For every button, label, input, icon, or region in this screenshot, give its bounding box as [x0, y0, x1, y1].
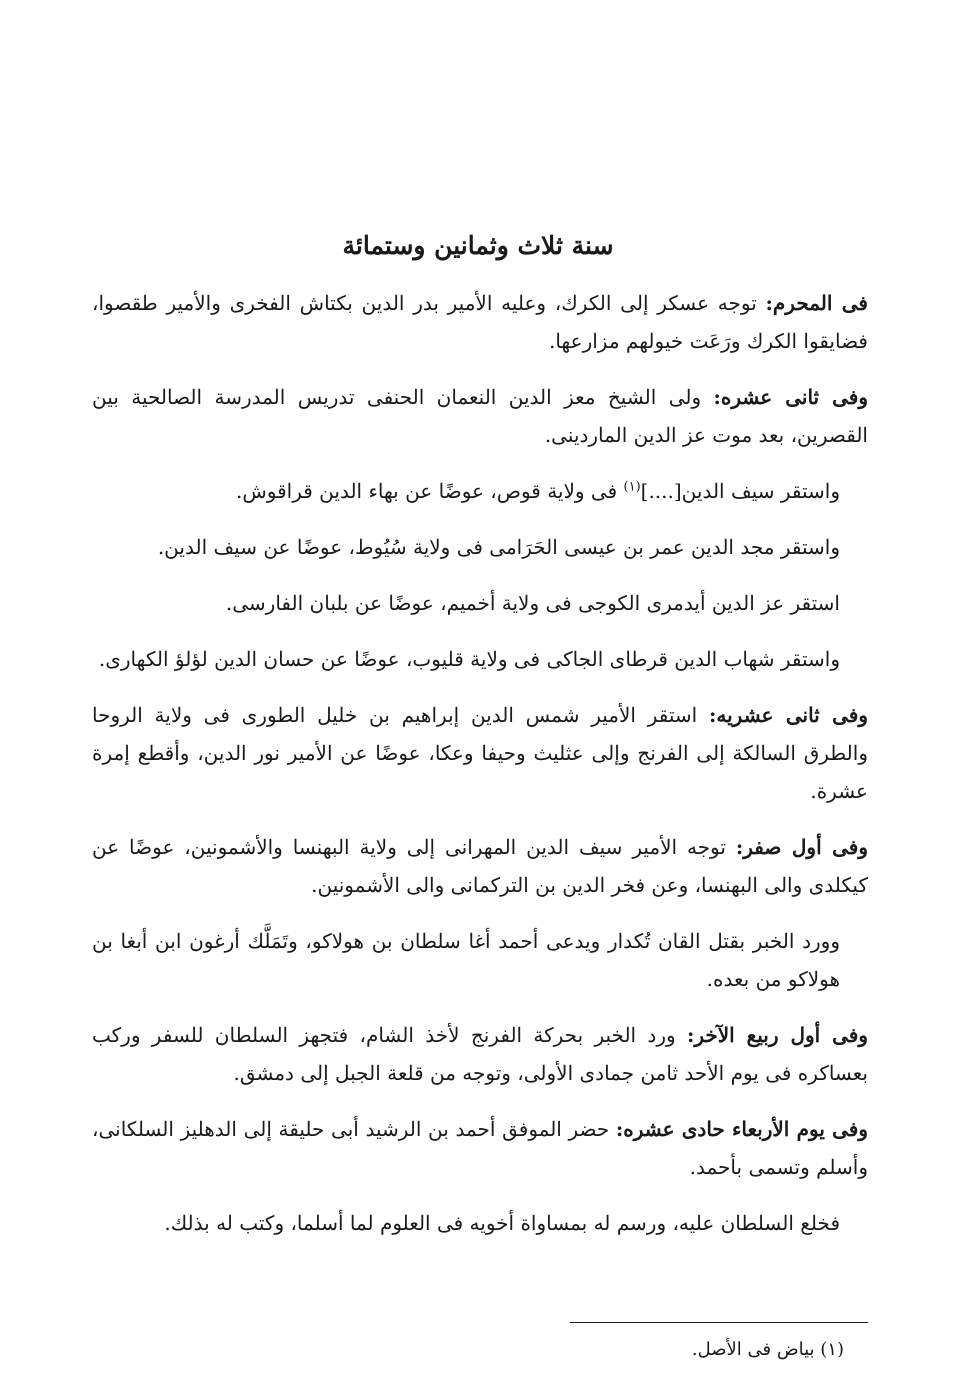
paragraph-warada-al-khabar	[92, 922, 868, 998]
paragraph-text: ولى الشيخ معز الدين النعمان الحنفى تدريس المدرسة الصالحية بين القصرين، بعد موت عز الدين الماردينى.	[92, 385, 868, 447]
page-title: سنة ثلاث وثمانين وستمائة	[342, 231, 614, 260]
paragraph-text: استقر الأمير شمس الدين إبراهيم بن خليل الطورى فى ولاية الروحا والطرق السالكة إلى الفرنج وإلى عثليث وحيفا وعكا، عوضًا عن الأمير نور الدين، وأقطع إمرة عشرة.	[92, 703, 868, 803]
paragraph-lead: فى المحرم:	[765, 291, 868, 315]
paragraph-text: فخلع السلطان عليه، ورسم له بمساواة أخويه فى العلوم لما أسلما، وكتب له بذلك.	[164, 1211, 840, 1235]
paragraph-text: وورد الخبر بقتل القان تُكدار ويدعى أحمد أغا سلطان بن هولاكو، وتَمَلَّك أرغون ابن أبغا بن هولاكو من بعده.	[92, 929, 840, 991]
paragraph-text: حضر الموفق أحمد بن الرشيد أبى حليقة إلى الدهليز السلكانى، وأسلم وتسمى بأحمد.	[92, 1117, 868, 1179]
paragraph-muharram	[92, 284, 868, 360]
paragraph-text: فى ولاية قوص، عوضًا عن بهاء الدين قراقوش.	[235, 479, 624, 503]
footnote-divider	[570, 1322, 868, 1323]
paragraph-izz-al-din	[92, 584, 868, 622]
paragraph-thani-ashrih	[92, 696, 868, 810]
body-text	[92, 284, 868, 1260]
paragraph-text: واستقر سيف الدين[....]	[640, 479, 840, 503]
paragraph-khala-al-sultan	[92, 1204, 868, 1242]
paragraph-lead: وفى يوم الأربعاء حادى عشره:	[615, 1117, 869, 1141]
paragraph-sayf-al-din	[92, 472, 868, 510]
paragraph-awwal-safar	[92, 828, 868, 904]
paragraph-lead: وفى ثانى عشريه:	[709, 703, 868, 727]
paragraph-text: واستقر شهاب الدين قرطاى الجاكى فى ولاية قليوب، عوضًا عن حسان الدين لؤلؤ الكهارى.	[98, 647, 840, 671]
paragraph-yawm-al-arbia	[92, 1110, 868, 1186]
paragraph-text: استقر عز الدين أيدمرى الكوجى فى ولاية أخميم، عوضًا عن بلبان الفارسى.	[225, 591, 840, 615]
paragraph-shihab-al-din	[92, 640, 868, 678]
paragraph-text: ورد الخبر بحركة الفرنج لأخذ الشام، فتجهز السلطان للسفر وركب بعساكره فى يوم الأحد ثامن جمادى الأولى، وتوجه من قلعة الجبل إلى دمشق.	[92, 1023, 868, 1085]
paragraph-lead: وفى أول صفر:	[735, 835, 869, 859]
paragraph-lead: وفى أول ربيع الآخر:	[686, 1023, 869, 1047]
paragraph-text: واستقر مجد الدين عمر بن عيسى الحَرَامى فى ولاية سُيُوط، عوضًا عن سيف الدين.	[157, 535, 840, 559]
footnote-marker: (١)	[623, 479, 641, 495]
paragraph-thani-ashara	[92, 378, 868, 454]
paragraph-rabi-al-akhir	[92, 1016, 868, 1092]
footnote: (١) بياض فى الأصل.	[691, 1339, 844, 1360]
paragraph-majd-al-din	[92, 528, 868, 566]
paragraph-text: توجه عسكر إلى الكرك، وعليه الأمير بدر الدين بكتاش الفخرى والأمير طقصوا، فضايقوا الكرك ورَعَت خيولهم مزارعها.	[92, 291, 868, 353]
paragraph-lead: وفى ثانى عشره:	[713, 385, 868, 409]
paragraph-text: توجه الأمير سيف الدين المهرانى إلى ولاية البهنسا والأشمونين، عوضًا عن كيكلدى والى البهنسا، وعن فخر الدين بن التركمانى والى الأشمونين.	[92, 835, 868, 897]
